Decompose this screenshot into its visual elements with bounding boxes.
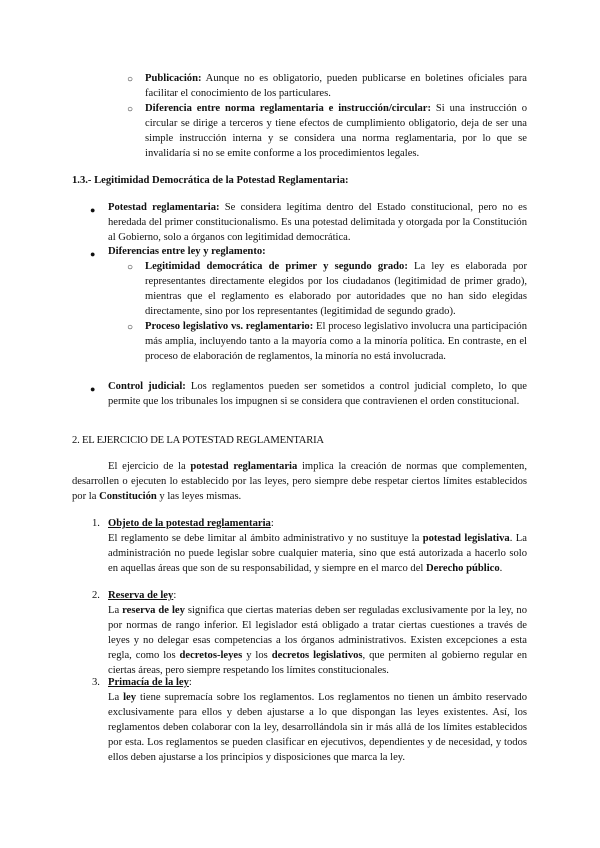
- bullet-title: Diferencias entre ley y reglamento:: [108, 246, 266, 257]
- sub-bullet-legitimidad: [145, 259, 527, 319]
- list-number: 3.: [92, 677, 100, 688]
- list-item-primacia: [108, 675, 527, 765]
- list-item-colon: :: [173, 590, 177, 601]
- bullet-title: Control judicial:: [108, 381, 186, 392]
- body-text: tiene supremacía sobre los reglamentos. Los reglamentos no tienen un ámbito reservado exclusivamente para ellos y deben ajustarse a lo que dispongan las leyes existentes. Así, los reglamentos deben colaborar con la ley, desarrollándola sin ir más allá de los límites establecidos por esta. Los reglamentos se pueden clasificar en ejecutivos, dependientes y de necesidad, y todos ellos deben ajustarse a los principios y disposiciones que marca la ley.: [108, 692, 528, 763]
- bullet-icon: ●: [90, 205, 96, 215]
- item-text: Si una instrucción o circular se dirige a terceros y tiene efectos de cumplimiento obligatorio, deja de ser una simple instrucción interna y se considera una norma reglamentaria, por lo que se invalidaría si no se emite conforme a los procedimientos legales.: [145, 103, 528, 159]
- intro-text: El ejercicio de la: [108, 461, 191, 472]
- bullet-title: Potestad reglamentaria:: [108, 202, 220, 213]
- intro-bold: potestad reglamentaria: [190, 461, 298, 472]
- circle-bullet-icon: ○: [127, 74, 134, 85]
- item-publicacion: [145, 71, 527, 101]
- intro-text: y las leyes mismas.: [156, 491, 242, 502]
- section-heading-2: 2. EL EJERCICIO DE LA POTESTAD REGLAMENTARIA: [72, 435, 324, 446]
- list-number: 1.: [92, 518, 100, 529]
- sub-bullet-title: Legitimidad democrática de primer y segundo grado:: [145, 261, 408, 272]
- list-item-colon: :: [188, 677, 192, 688]
- body-text: . La administración no puede legislar sobre cualquier materia, sino que está autorizada a hacerlo solo en aquellas áreas que son de su responsabilidad, y siempre en el marco del: [108, 533, 527, 574]
- list-item-colon: :: [270, 518, 274, 529]
- body-text: La: [108, 605, 123, 616]
- bullet-control: [108, 379, 527, 409]
- item-title: Publicación:: [145, 73, 202, 84]
- sub-bullet-text: La ley es elaborada por representantes directamente elegidos por los ciudadanos (legitimidad de primer grado), mientras que el reglamento es elaborado por autoridades que no han sido elegidas directamente, sino por los representantes (legitimidad de segundo grado).: [145, 261, 527, 317]
- bullet-text: Se considera legítima dentro del Estado constitucional, pero no es heredada del primer constitucionalismo. Es una potestad delimitada y otorgada por la Constitución al Gobierno, solo a órganos con legitimidad democrática.: [108, 202, 527, 243]
- bullet-icon: ●: [90, 249, 96, 259]
- item-text: Aunque no es obligatorio, pueden publicarse en boletines oficiales para facilitar el conocimiento de los particulares.: [145, 73, 527, 99]
- intro-text: implica la creación de normas que complementen, desarrollen o ejecuten lo establecido por las leyes, pero siempre debe respetar ciertos límites establecidos por la: [72, 461, 527, 502]
- item-diferencia: [145, 101, 527, 161]
- sub-bullet-text: El proceso legislativo involucra una participación más amplia, incluyendo tanto a la mayoría como a la minoría política. En contraste, en el proceso de elaboración de reglamentos, la minoría no está involucrada.: [145, 321, 527, 362]
- section-heading-1-3: 1.3.- Legitimidad Democrática de la Potestad Reglamentaria:: [72, 175, 349, 186]
- body-bold: potestad legislativa: [422, 533, 510, 544]
- list-number: 2.: [92, 590, 100, 601]
- intro-bold: Constitución: [99, 491, 157, 502]
- body-bold: ley: [123, 692, 137, 703]
- circle-bullet-icon: ○: [127, 104, 134, 115]
- list-item-reserva: [108, 588, 527, 678]
- list-item-body: [108, 531, 527, 576]
- body-bold: decretos legislativos: [271, 650, 363, 661]
- list-item-title: Reserva de ley: [108, 590, 174, 601]
- list-item-heading: [108, 588, 527, 603]
- body-text: significa que ciertas materias deben ser reguladas exclusivamente por la ley, no por normas de rango inferior. El legislador está obligado a tratar ciertas cuestiones a través de leyes y no delegar esas competencias a los órganos administrativos. Existen excepciones a esta regla, como los: [108, 605, 527, 661]
- sub-bullet-proceso: [145, 319, 527, 364]
- body-text: y los: [242, 650, 272, 661]
- item-title: Diferencia entre norma reglamentaria e instrucción/circular:: [145, 103, 432, 114]
- circle-bullet-icon: ○: [127, 262, 134, 273]
- circle-bullet-icon: ○: [127, 322, 134, 333]
- list-item-title: Objeto de la potestad reglamentaria: [108, 518, 271, 529]
- body-bold: Derecho público: [426, 563, 500, 574]
- list-item-heading: [108, 675, 527, 690]
- list-item-body: [108, 603, 527, 678]
- section-2-intro: [72, 459, 527, 504]
- bullet-potestad: [108, 200, 527, 245]
- list-item-objeto: [108, 516, 527, 576]
- bullet-icon: ●: [90, 384, 96, 394]
- list-item-heading: [108, 516, 527, 531]
- body-bold: decretos-leyes: [179, 650, 243, 661]
- body-text: , que permiten al gobierno regular en ciertas áreas, pero siempre respetando los límites constitucionales.: [108, 650, 527, 676]
- sub-bullet-title: Proceso legislativo vs. reglamentario:: [145, 321, 314, 332]
- list-item-title: Primacía de la ley: [108, 677, 189, 688]
- body-text: La: [108, 692, 124, 703]
- body-text: El reglamento se debe limitar al ámbito administrativo y no sustituye la: [108, 533, 423, 544]
- list-item-body: [108, 690, 527, 765]
- bullet-diferencias: [108, 244, 527, 259]
- body-text: .: [499, 563, 503, 574]
- body-bold: reserva de ley: [122, 605, 185, 616]
- bullet-text: Los reglamentos pueden ser sometidos a control judicial completo, lo que permite que los tribunales los impugnen si se considera que contravienen el orden constitucional.: [108, 381, 528, 407]
